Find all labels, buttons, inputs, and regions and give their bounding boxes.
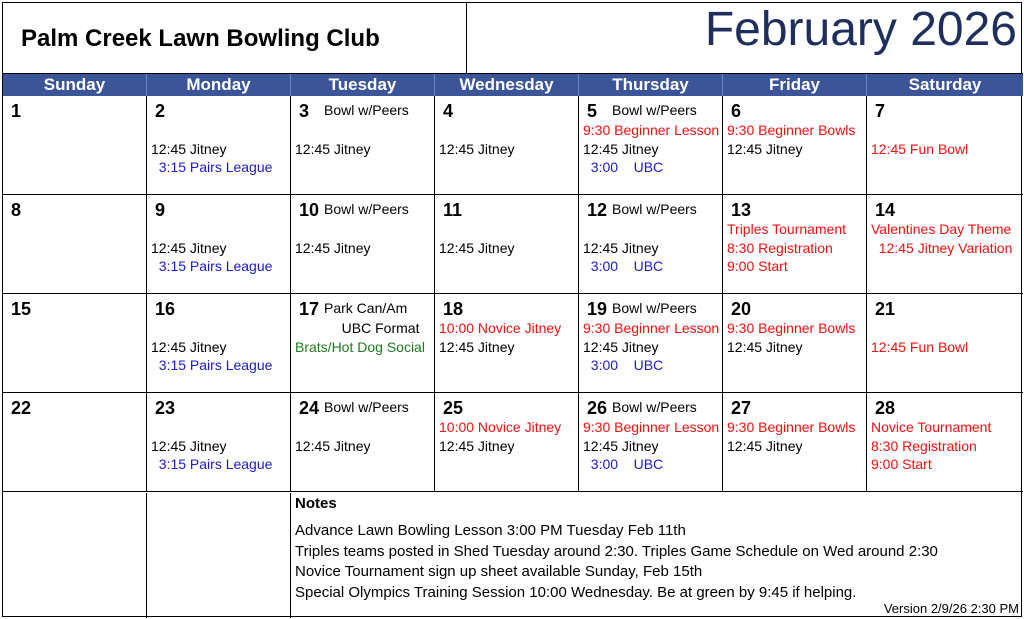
note-item: Novice Tournament sign up sheet available Sunday, Feb 15th <box>295 563 703 580</box>
weekday-header <box>3 74 1023 96</box>
day-cell <box>435 393 579 491</box>
day-number: 17 <box>299 299 320 319</box>
day-cell <box>723 195 867 293</box>
event-line: 12:45 Jitney <box>151 437 227 454</box>
day-cell <box>3 393 147 491</box>
calendar-grid <box>3 96 1023 492</box>
day-cell <box>3 195 147 293</box>
event-line: 10:00 Novice Jitney <box>439 419 562 435</box>
event-line: Triples Tournament <box>727 221 847 237</box>
day-events <box>295 418 434 455</box>
notes-title: Notes <box>295 495 337 512</box>
event-line <box>151 319 290 338</box>
event-line: 9:00 Start <box>871 456 932 472</box>
day-cell <box>579 393 723 491</box>
event-line: 9:30 Beginner Bowls <box>727 122 856 138</box>
event-line: 12:45 Jitney <box>439 140 515 157</box>
weekday-saturday: Saturday <box>908 75 982 94</box>
event-line: 9:30 Beginner Bowls <box>727 419 856 435</box>
day-number: 14 <box>875 200 896 220</box>
version-label: Version 2/9/26 2:30 PM <box>883 601 1019 616</box>
weekday-wednesday: Wednesday <box>435 74 579 96</box>
event-line: Valentines Day Theme <box>871 221 1012 237</box>
month-title: February 2026 <box>704 3 1017 56</box>
club-name: Palm Creek Lawn Bowling Club <box>3 3 467 74</box>
event-line: 12:45 Jitney <box>295 437 371 454</box>
day-cell <box>147 393 291 491</box>
day-number: 9 <box>155 200 166 220</box>
event-line: 3:00 UBC <box>583 258 664 274</box>
event-line: UBC Format <box>295 320 420 336</box>
event-line <box>871 319 1023 338</box>
event-line <box>871 121 1023 140</box>
day-top-event: Bowl w/Peers <box>324 399 409 415</box>
day-number: 16 <box>155 299 176 319</box>
event-line: 12:45 Jitney <box>439 437 515 454</box>
note-item: Advance Lawn Bowling Lesson 3:00 PM Tuesday Feb 11th <box>295 522 686 539</box>
event-line: 10:00 Novice Jitney <box>439 320 562 336</box>
event-line: 3:00 UBC <box>583 456 664 472</box>
day-events <box>151 418 290 474</box>
day-cell <box>147 96 291 194</box>
day-cell <box>3 96 147 194</box>
day-cell <box>147 294 291 392</box>
day-number: 3 <box>299 101 310 121</box>
event-line: 12:45 Jitney <box>151 239 227 256</box>
day-events <box>151 220 290 276</box>
day-number: 27 <box>731 398 752 418</box>
event-line: 12:45 Jitney <box>295 239 371 256</box>
event-line: 12:45 Jitney <box>583 437 659 454</box>
day-cell <box>435 96 579 194</box>
day-events <box>727 319 866 356</box>
day-events <box>871 220 1023 257</box>
event-line <box>295 220 434 239</box>
week-row <box>3 96 1023 195</box>
event-line: 3:00 UBC <box>583 159 664 175</box>
event-line <box>295 418 434 437</box>
day-events <box>295 121 434 158</box>
event-line: 3:00 UBC <box>583 357 664 373</box>
day-top-event: Park Can/Am <box>324 300 408 316</box>
day-cell <box>435 294 579 392</box>
event-line <box>151 220 290 239</box>
day-cell <box>579 96 723 194</box>
day-cell <box>867 294 1023 392</box>
weekday-thursday: Thursday <box>579 74 723 96</box>
day-events <box>439 319 578 356</box>
day-number: 23 <box>155 398 176 418</box>
day-cell <box>723 96 867 194</box>
day-cell <box>723 294 867 392</box>
day-events <box>583 319 722 375</box>
event-line: Novice Tournament <box>871 419 992 435</box>
day-number: 24 <box>299 398 320 418</box>
day-cell <box>867 96 1023 194</box>
day-cell <box>3 294 147 392</box>
day-number: 22 <box>11 398 32 418</box>
day-number: 25 <box>443 398 464 418</box>
event-line: 12:45 Jitney <box>439 239 515 256</box>
note-item: Special Olympics Training Session 10:00 Wednesday. Be at green by 9:45 if helping. <box>295 583 857 601</box>
week-row <box>3 393 1023 492</box>
event-line: Brats/Hot Dog Social <box>295 338 425 355</box>
event-line: 12:45 Jitney <box>583 338 659 355</box>
day-cell <box>291 294 435 392</box>
event-line: 12:45 Jitney <box>151 140 227 157</box>
day-top-event: Bowl w/Peers <box>612 300 697 316</box>
event-line <box>583 220 722 239</box>
event-line <box>439 220 578 239</box>
day-number: 1 <box>11 101 22 121</box>
event-line: 9:30 Beginner Lesson <box>583 122 720 138</box>
day-top-event: Bowl w/Peers <box>324 201 409 217</box>
day-number: 11 <box>443 200 463 220</box>
day-events <box>151 319 290 375</box>
event-line: 12:45 Jitney Variation <box>871 239 1013 256</box>
event-line: 8:30 Registration <box>727 239 833 256</box>
day-events <box>583 121 722 177</box>
day-number: 20 <box>731 299 752 319</box>
day-cell <box>867 195 1023 293</box>
event-line <box>151 121 290 140</box>
notes-row <box>3 493 1023 618</box>
day-number: 5 <box>587 101 598 121</box>
day-cell <box>291 96 435 194</box>
event-line: 9:30 Beginner Bowls <box>727 320 856 336</box>
weekday-tuesday: Tuesday <box>291 74 435 96</box>
day-top-event: Bowl w/Peers <box>612 102 697 118</box>
day-cell <box>867 393 1023 491</box>
day-events <box>439 121 578 158</box>
day-number: 26 <box>587 398 608 418</box>
event-line: 9:30 Beginner Lesson <box>583 419 720 435</box>
week-row <box>3 294 1023 393</box>
weekday-monday: Monday <box>147 74 291 96</box>
event-line: 12:45 Jitney <box>727 437 803 454</box>
day-events <box>295 220 434 257</box>
day-number: 21 <box>875 299 896 319</box>
note-item: Triples teams posted in Shed Tuesday around 2:30. Triples Game Schedule on Wed around 2:30 <box>295 542 938 560</box>
weekday-friday: Friday <box>723 74 867 96</box>
day-events <box>727 418 866 455</box>
calendar-header <box>3 3 1023 74</box>
event-line <box>151 418 290 437</box>
event-line: 12:45 Jitney <box>295 140 371 157</box>
event-line: 3:15 Pairs League <box>151 258 273 274</box>
day-number: 7 <box>875 101 886 121</box>
day-number: 28 <box>875 398 896 418</box>
day-cell <box>291 195 435 293</box>
day-number: 19 <box>587 299 608 319</box>
event-line: 12:45 Jitney <box>439 338 515 355</box>
week-row <box>3 195 1023 294</box>
weekday-sunday: Sunday <box>3 74 147 96</box>
day-number: 8 <box>11 200 22 220</box>
day-events <box>727 220 866 276</box>
notes-list <box>295 521 1023 603</box>
empty-cell <box>3 493 147 618</box>
day-number: 10 <box>299 200 320 220</box>
day-events <box>583 418 722 474</box>
event-line: 3:15 Pairs League <box>151 159 273 175</box>
event-line: 12:45 Fun Bowl <box>871 338 969 355</box>
day-number: 13 <box>731 200 752 220</box>
calendar-page <box>2 2 1022 617</box>
day-events <box>439 418 578 455</box>
day-number: 15 <box>11 299 32 319</box>
day-events <box>727 121 866 158</box>
day-cell <box>579 294 723 392</box>
event-line: 9:30 Beginner Lesson <box>583 320 720 336</box>
day-cell <box>579 195 723 293</box>
day-events <box>295 319 434 356</box>
event-line <box>439 121 578 140</box>
day-cell <box>291 393 435 491</box>
day-cell <box>435 195 579 293</box>
day-top-event: Bowl w/Peers <box>612 201 697 217</box>
day-number: 6 <box>731 101 742 121</box>
empty-cell <box>147 493 291 618</box>
event-line: 12:45 Jitney <box>583 140 659 157</box>
event-line: 12:45 Jitney <box>727 338 803 355</box>
day-top-event: Bowl w/Peers <box>324 102 409 118</box>
day-cell <box>723 393 867 491</box>
event-line: 12:45 Jitney <box>583 239 659 256</box>
notes-section <box>291 493 1023 618</box>
day-number: 2 <box>155 101 166 121</box>
day-cell <box>147 195 291 293</box>
event-line: 12:45 Fun Bowl <box>871 140 969 157</box>
day-events <box>871 418 1023 474</box>
event-line: 3:15 Pairs League <box>151 456 273 472</box>
event-line: 3:15 Pairs League <box>151 357 273 373</box>
event-line: 12:45 Jitney <box>727 140 803 157</box>
day-events <box>151 121 290 177</box>
day-events <box>871 121 1023 158</box>
day-number: 12 <box>587 200 608 220</box>
event-line: 8:30 Registration <box>871 437 977 454</box>
event-line: 12:45 Jitney <box>151 338 227 355</box>
day-events <box>439 220 578 257</box>
day-events <box>583 220 722 276</box>
day-top-event: Bowl w/Peers <box>612 399 697 415</box>
event-line <box>295 121 434 140</box>
event-line: 9:00 Start <box>727 258 788 274</box>
day-number: 4 <box>443 101 454 121</box>
day-events <box>871 319 1023 356</box>
day-number: 18 <box>443 299 464 319</box>
